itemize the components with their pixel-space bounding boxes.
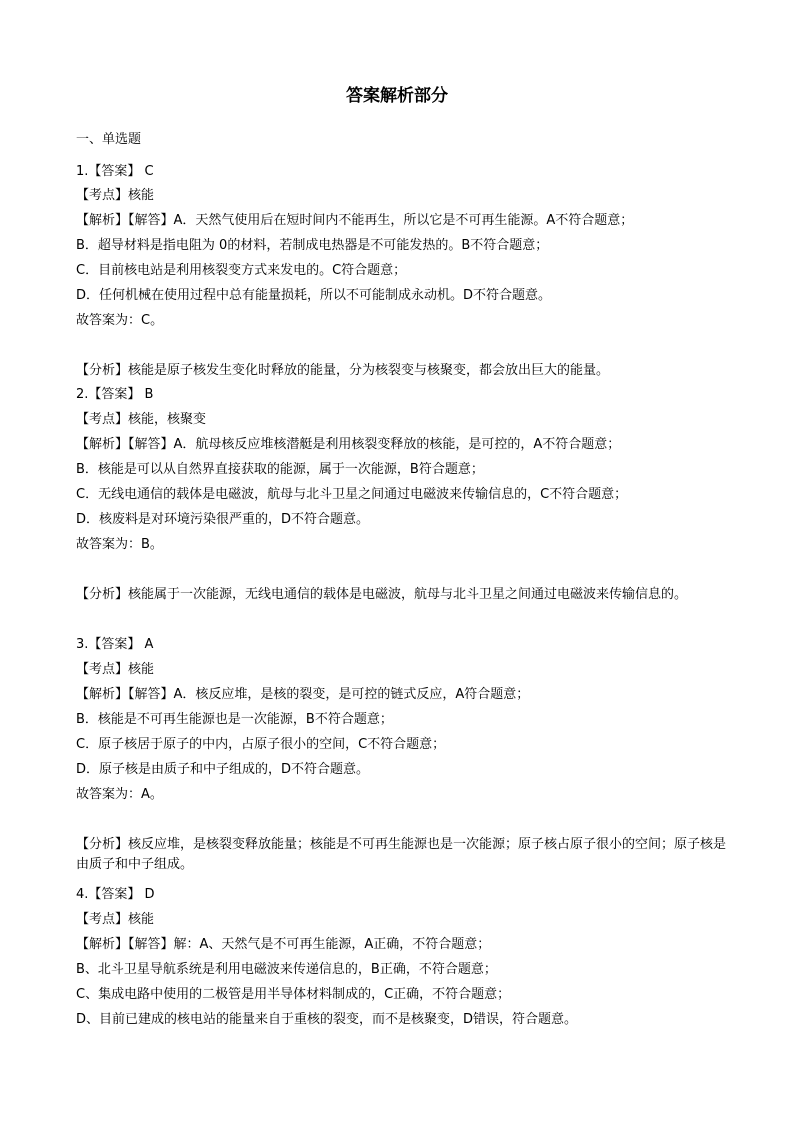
q2-line: B．核能是可以从自然界直接获取的能源，属于一次能源，B符合题意； — [76, 462, 484, 477]
q2-analysis: 【分析】核能属于一次能源，无线电通信的载体是电磁波，航母与北斗卫星之间通过电磁波来传输信息的。 — [76, 587, 688, 602]
q3-answer: 3.【答案】 A — [76, 637, 154, 652]
q1-line: D．任何机械在使用过程中总有能量损耗，所以不可能制成永动机。D不符合题意。 — [76, 288, 552, 303]
q3-line: 故答案为：A。 — [76, 787, 163, 802]
q1-line: 【解析】【解答】A．天然气使用后在短时间内不能再生，所以它是不可再生能源。A不符合题意； — [76, 213, 634, 228]
q4-point: 【考点】核能 — [76, 912, 155, 927]
q3-point: 【考点】核能 — [76, 662, 155, 677]
q2-line: C．无线电通信的载体是电磁波，航母与北斗卫星之间通过电磁波来传输信息的，C不符合题意； — [76, 487, 628, 502]
q4-line: C、集成电路中使用的二极管是用半导体材料制成的，C正确，不符合题意； — [76, 987, 511, 1002]
q3-analysis: 【分析】核反应堆，是核裂变释放能量；核能是不可再生能源也是一次能源；原子核占原子很小的空间；原子核是由质子和中子组成。 — [76, 837, 727, 872]
section-heading: 一、单选题 — [76, 132, 142, 147]
q2-line: 【解析】【解答】A．航母核反应堆核潜艇是利用核裂变释放的核能，是可控的，A不符合题意； — [76, 437, 621, 452]
q1-line: B．超导材料是指电阻为 0的材料，若制成电热器是不可能发热的。B不符合题意； — [76, 238, 549, 253]
page-title: 答案解析部分 — [346, 86, 448, 106]
q3-line: C．原子核居于原子的中内，占原子很小的空间，C不符合题意； — [76, 737, 446, 752]
q1-line: C．目前核电站是利用核裂变方式来发电的。C符合题意； — [76, 263, 407, 278]
q4-line: B、北斗卫星导航系统是利用电磁波来传递信息的，B正确，不符合题意； — [76, 962, 497, 977]
q3-line: 【解析】【解答】A．核反应堆，是核的裂变，是可控的链式反应，A符合题意； — [76, 687, 530, 702]
q1-answer: 1.【答案】 C — [76, 164, 154, 179]
q4-line: 【解析】【解答】解：A、天然气是不可再生能源，A正确，不符合题意； — [76, 937, 491, 952]
q2-line: D．核废料是对环境污染很严重的，D不符合题意。 — [76, 512, 370, 527]
q3-line: D．原子核是由质子和中子组成的，D不符合题意。 — [76, 762, 370, 777]
q1-point: 【考点】核能 — [76, 188, 155, 203]
q4-line: D、目前已建成的核电站的能量来自于重核的裂变，而不是核聚变，D错误，符合题意。 — [76, 1012, 578, 1027]
q1-analysis: 【分析】核能是原子核发生变化时释放的能量，分为核裂变与核聚变，都会放出巨大的能量。 — [76, 363, 610, 378]
q1-line: 故答案为：C。 — [76, 313, 164, 328]
q2-point: 【考点】核能，核聚变 — [76, 412, 207, 427]
q4-answer: 4.【答案】 D — [76, 887, 155, 902]
q2-line: 故答案为：B。 — [76, 537, 163, 552]
q3-line: B．核能是不可再生能源也是一次能源，B不符合题意； — [76, 712, 393, 727]
q2-answer: 2.【答案】 B — [76, 387, 154, 402]
